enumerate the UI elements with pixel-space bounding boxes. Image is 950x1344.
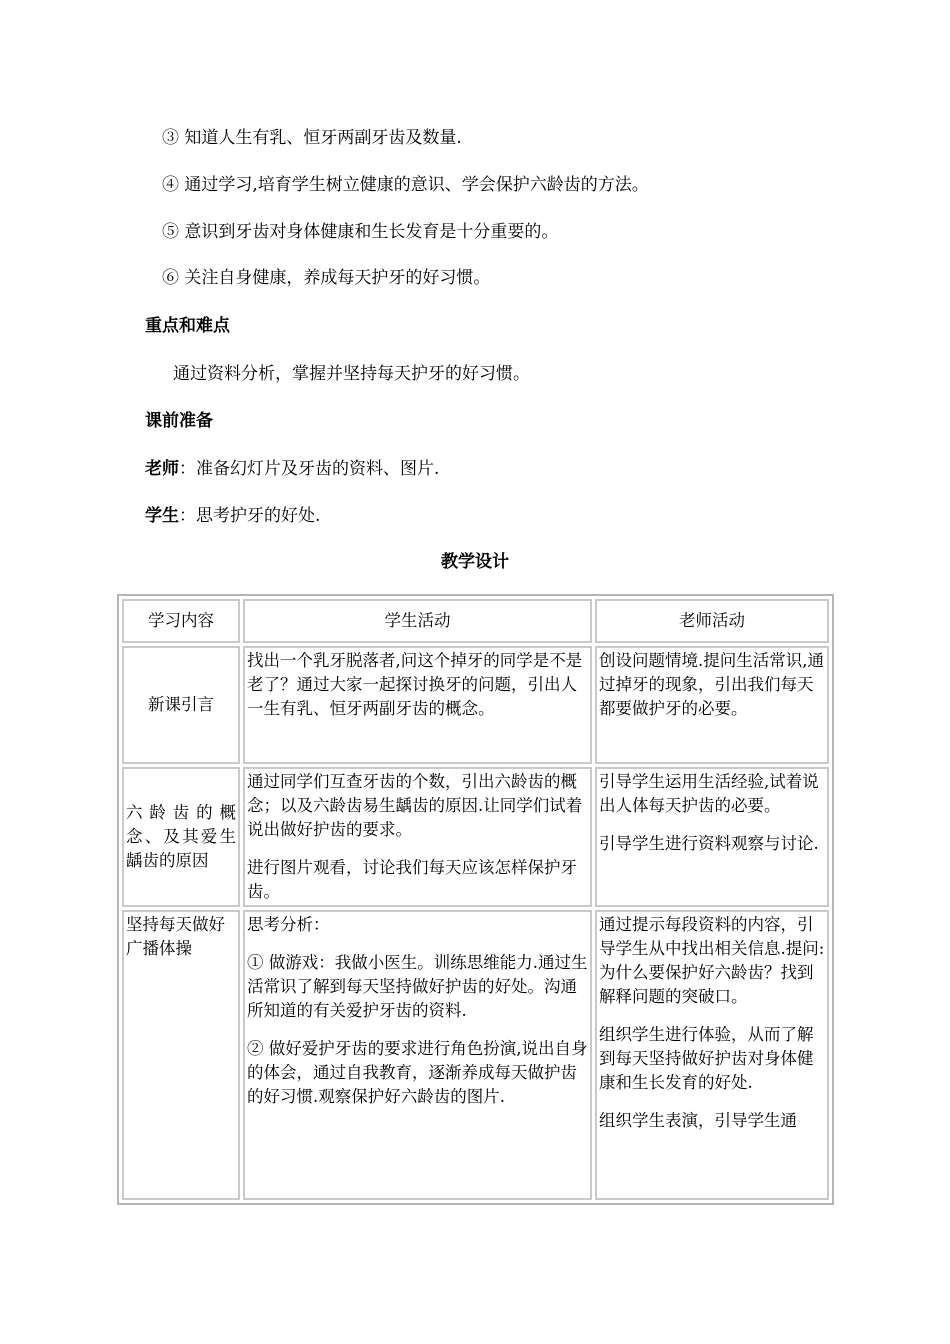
table-row	[122, 646, 829, 764]
row-student-activity	[243, 646, 592, 764]
row-teacher-activity	[595, 767, 829, 907]
row-student-activity	[243, 910, 592, 1200]
student-paragraph: 思考分析：	[247, 915, 330, 934]
row-student-activity	[243, 767, 592, 907]
student-preparation	[145, 504, 320, 528]
teacher-text: ：准备幻灯片及牙齿的资料、图片.	[179, 459, 440, 479]
teacher-paragraph: 通过提示每段资料的内容，引导学生从中找出相关信息.提问:为什么要保护好六龄齿？找到解释问题的突破口。	[599, 915, 825, 1006]
header-teacher-activity: 老师活动	[595, 599, 829, 643]
table-row	[122, 767, 829, 907]
row-teacher-activity	[595, 646, 829, 764]
row-content: 坚持每天做好广播体操	[122, 910, 240, 1200]
student-paragraph: 通过同学们互查牙齿的个数，引出六龄齿的概念；以及六龄齿易生龋齿的原因.让同学们试着说出做好护齿的要求。	[247, 772, 583, 839]
teaching-design-table	[117, 594, 834, 1205]
student-paragraph: ② 做好爱护牙齿的要求进行角色扮演,说出自身的体会，通过自我教育，逐渐养成每天做护齿的好习惯.观察保护好六龄齿的图片.	[247, 1039, 588, 1106]
teacher-preparation	[145, 457, 439, 481]
student-paragraph: ① 做游戏：我做小医生。训练思维能力.通过生活常识了解到每天坚持做好护齿的好处。沟通所知道的有关爱护牙齿的资料.	[247, 953, 588, 1020]
student-label: 学生	[145, 506, 179, 526]
objective-5: ⑤ 意识到牙齿对身体健康和生长发育是十分重要的。	[162, 222, 559, 242]
student-paragraph: 找出一个乳牙脱落者,问这个掉牙的同学是不是老了？通过大家一起探讨换牙的问题，引出人一生有乳、恒牙两副牙齿的概念。	[247, 651, 583, 718]
table-header-row	[122, 599, 829, 643]
teacher-paragraph: 引导学生运用生活经验,试着说出人体每天护齿的必要。	[599, 772, 819, 815]
row-content: 新课引言	[122, 646, 240, 764]
student-text: ：思考护牙的好处.	[179, 506, 321, 526]
objective-3: ③ 知道人生有乳、恒牙两副牙齿及数量.	[162, 128, 462, 148]
header-content: 学习内容	[122, 599, 240, 643]
teacher-paragraph: 创设问题情境.提问生活常识,通过掉牙的现象，引出我们每天都要做护牙的必要。	[599, 651, 824, 718]
key-points-heading: 重点和难点	[145, 316, 230, 336]
teacher-paragraph: 组织学生表演，引导学生通	[599, 1111, 797, 1130]
teacher-paragraph: 引导学生进行资料观察与讨论.	[599, 834, 819, 853]
header-student-activity: 学生活动	[243, 599, 592, 643]
preparation-heading: 课前准备	[145, 411, 213, 431]
teacher-label: 老师	[145, 459, 179, 479]
row-teacher-activity	[595, 910, 829, 1200]
student-paragraph: 进行图片观看，讨论我们每天应该怎样保护牙齿。	[247, 858, 577, 901]
row-content: 六龄齿的概念、及其爱生龋齿的原因	[122, 767, 240, 907]
objective-4: ④ 通过学习,培育学生树立健康的意识、学会保护六龄齿的方法。	[162, 175, 649, 195]
teacher-paragraph: 组织学生进行体验，从而了解到每天坚持做好护齿对身体健康和生长发育的好处.	[599, 1025, 814, 1092]
table-row	[122, 910, 829, 1200]
key-points-text: 通过资料分析，掌握并坚持每天护牙的好习惯。	[173, 364, 530, 384]
objective-6: ⑥ 关注自身健康，养成每天护牙的好习惯。	[162, 268, 491, 288]
design-title: 教学设计	[441, 552, 509, 572]
